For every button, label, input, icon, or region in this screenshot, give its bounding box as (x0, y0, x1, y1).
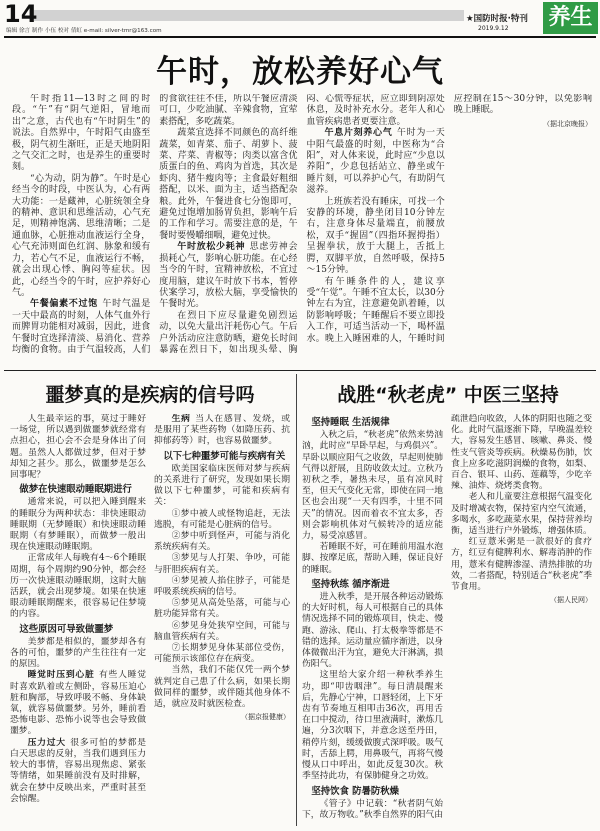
paragraph (159, 128, 297, 242)
paragraph (10, 497, 146, 553)
right-article-body (302, 414, 592, 824)
column-divider (296, 374, 297, 826)
paragraph-text: 通常来说，可以把入睡到醒来的睡眠分为两种状态：非快速眼动睡眠期（无梦睡眠）和快速眼动睡眠期（有梦睡眠），而做梦一般出现在快速眼动睡眠期。 (10, 497, 146, 553)
paragraph (10, 738, 146, 805)
paragraph (302, 430, 443, 542)
paragraph (12, 174, 150, 299)
source-credit: （据人民网） (550, 596, 592, 605)
paragraph-text: 上班族若没有睡床，可找一个安静的环境，静坐闭目10分钟左右，注意身体尽量端直，前腰放松，双手“握固”（四指环握拇指）呈握拳状，放于大腿上，舌抵上腭，双脚平放，自然呼吸，保持5～15分钟。 (306, 196, 445, 276)
source-credit: （据北京晚报） (543, 119, 592, 128)
paragraph-text: ②梦中听到怪声，可能与消化系统疾病有关。 (154, 531, 290, 553)
paragraph-text: 思虑劳神会损耗心气，影响心脏功能。在心经当令的午时，宜精神放松，不宜过度用脑，建议午时放下书本，暂停伏案学习，放松大脑，享受愉快的午餐时光。 (159, 242, 298, 310)
page-number: 14 (4, 0, 38, 28)
paragraph (154, 464, 290, 509)
issue-date: 2019.9.12 (478, 25, 509, 32)
paragraph-text: 当人在感冒、发烧，或是服用了某些药物（如降压药、抗抑郁药等）时，也容易做噩梦。 (154, 414, 290, 447)
paragraph (154, 643, 290, 665)
right-article-headline: 战胜“秋老虎” 中医三坚持 (337, 384, 559, 406)
header-rule (4, 36, 596, 38)
paragraph (154, 576, 290, 598)
paragraph-text: 在烈日下应尽量避免剧烈运动，以免大量出汗耗伤心气。午后户外活动应注意防晒，避免长时间暴露在烈日下，如出现头晕、胸闷、心慌等症状，应立即到阴凉处休息，及时补充水分。老年人和心血管疾病患者更要注意。 (159, 94, 445, 355)
left-article-body (10, 414, 290, 824)
paragraph-lead: 睡觉时压到心脏 (27, 670, 95, 681)
subhead: 做梦在快速眼动睡眠期进行 (19, 484, 132, 496)
paragraph-text: ⑦长期梦见身体某部位受伤，可能预示该部位存在病变。 (154, 643, 290, 665)
paragraph-text: ⑥梦见身处狭窄空间，可能与脑血管疾病有关。 (154, 620, 290, 642)
paragraph-lead: 午息片刻养心气 (324, 128, 393, 139)
paragraph-text: 很多可怕的梦都是白天思虑的反射，当我们遇到压力较大的事情，容易出现焦虑、紧张等情绪，如果睡前没有及时排解，就会在梦中反映出来，严重时甚至会惊醒。 (10, 737, 146, 804)
subhead: 坚持秋练 循序渐进 (311, 578, 390, 590)
paragraph-text: 正常成年人每晚有4～6个睡眠周期，每个周期约90分钟，都会经历一次快速眼动睡眠期，这时大脑活跃，就会出现梦境。如果在快速眼动睡眠期醒来，很容易记住梦境的内容。 (10, 553, 146, 620)
paragraph-lead: 生病 (171, 414, 191, 424)
paragraph (302, 542, 443, 576)
paragraph (302, 670, 443, 782)
left-article-headline: 噩梦真的是疾病的信号吗 (45, 384, 255, 406)
paragraph (10, 637, 146, 671)
editor-credits: 编辑 徐言 制作 小伍 校对 倩虹 e-mail: silver-tmr@163.com (6, 28, 162, 34)
paragraph (10, 414, 146, 481)
paragraph (451, 492, 592, 537)
paragraph-text: 进入秋季，是开展各种运动锻炼的大好时机，每人可根据自己的具体情况选择不同的锻炼项目，快走、慢跑、游泳、爬山、打太极拳等都是不错的选择。运动量应循序渐进，以身体微微出汗为宜，避免大汗淋漓，损伤阳气。 (302, 592, 443, 670)
paragraph (159, 242, 297, 310)
paragraph (154, 665, 290, 710)
paragraph-text: ⑤梦见从高处坠落，可能与心脏功能异常有关。 (154, 598, 290, 620)
paragraph-text: 这里给大家介绍一种秋季养生功，即“叩齿咽津”。每日清晨醒来后，先静心宁神，口唇轻闭，上下牙齿有节奏地互相叩击36次，再用舌在口中搅动，待口里液满时，漱炼几遍，分3次咽下，并意念送至丹田，稍停片刻，缓缓做腹式深呼吸。吸气时，舌舔上腭，用鼻吸气，再将气慢慢从口中呼出，如此反复30次。秋季坚持此功，有保肺健身之功效。 (302, 670, 443, 782)
paragraph (154, 414, 290, 448)
header-band (34, 10, 464, 21)
newspaper-name: ★国防时报·特刊 (466, 14, 528, 24)
paragraph-text: 《管子》中记载：“秋者阴气始下，故万物收。”秋季自然界的阳气由疏泄趋向收敛，人体的阴阳也随之变化。此时气温逐渐下降，早晚温差较大，容易发生感冒、咳嗽、鼻炎、慢性支气管炎等疾病。秋燥易伤肺，饮食上应多吃滋阴润燥的食物，如梨、百合、银耳、山药、莲藕等，少吃辛辣、油炸、烧烤类食物。 (302, 414, 592, 820)
paragraph-text: 人生最幸运的事，莫过于睡好一场觉，所以遇到做噩梦就经常有点担心，担心会不会是身体出了问题。虽然人人都做过梦，但对于梦却知之甚少。那么，做噩梦是怎么回事呢？ (10, 414, 146, 481)
paragraph (10, 553, 146, 620)
paragraph-text: 有些人睡觉时喜欢趴着或左侧卧，容易压迫心脏和胸部，导致呼吸不畅、身体缺氧，就容易做噩梦。另外，睡前看恐怖电影、恐怖小说等也会导致做噩梦。 (10, 670, 146, 737)
paragraph-text: 老人和儿童要注意根据气温变化及时增减衣物，保持室内空气流通，多喝水，多吃蔬菜水果，保持营养均衡，适当进行户外锻炼，增强体质。 (451, 492, 592, 537)
paragraph (154, 553, 290, 575)
paragraph-text: ③梦见与人打架、争吵，可能与肝胆疾病有关。 (154, 553, 290, 575)
paragraph (307, 128, 445, 196)
paragraph-text: “心为动，阴为静”。午时是心经当令的时段，中医认为，心有两大功能：一是藏神，心脏统领全身的精神、意识和思维活动，心气充足，则精神饱满、思维清晰；二是通血脉，心脏推动血液运行全身，心气充沛则面色红润、脉象和缓有力，若心气不足，血液运行不畅，就会出现心悸、胸闷等症状。因此，心经当令的午时，应护养好心气。 (12, 173, 151, 298)
paragraph-lead: 压力过大 (27, 737, 66, 748)
paragraph-text: 午时气温是一天中最高的时刻，人体气血外行而脾胃功能相对减弱，因此，进食午餐时宜选择清淡、易消化、营养均衡的食物。由于气温较高，人们的食欲往往不佳，所以午餐应清淡可口，少吃油腻、辛辣食物，宜荤素搭配，多吃蔬菜。 (12, 94, 298, 355)
paragraph-text: 红豆薏米粥是一款很好的食疗方，红豆有健脾利水、解毒消肿的作用，薏米有健脾渗湿、清热排脓的功效，二者搭配，特别适合“秋老虎”季节食用。 (451, 537, 592, 593)
paragraph (302, 592, 443, 670)
paragraph-text: 午时为一天中阳气最盛的时刻，中医称为“合阳”，对人体来说，此时应“少息以养阳”，少息包括站立、静坐或午睡片刻，可以养护心气，有助阴气滋养。 (306, 128, 445, 196)
paragraph (10, 670, 146, 737)
lead-article-body (12, 94, 592, 366)
subhead: 坚持睡眠 生活规律 (311, 417, 390, 428)
paragraph-text: ④梦见被人掐住脖子，可能是呼吸系统疾病的信号。 (154, 575, 290, 598)
paragraph (154, 531, 290, 553)
paragraph-lead: 午餐偏素不过饱 (30, 299, 98, 310)
paragraph-text: ①梦中被人或怪物追赶，无法逃脱，有可能是心脏病的信号。 (154, 508, 290, 530)
paragraph (154, 509, 290, 531)
paragraph-text: 若睡眠不好，可在睡前用温水泡脚、按摩足底，帮助入睡，保证良好的睡眠。 (302, 542, 443, 575)
paragraph-text: 当然，我们不能仅凭一两个梦就判定自己患了什么病，如果长期做同样的噩梦，或伴随其他身体不适，就应及时就医检查。 (154, 665, 290, 710)
paragraph (154, 598, 290, 620)
paragraph-text: 午时指11—13时之间的时段。“午”有“阴气逆阳，冒地而出”之意，古代也有“午时阴生”的说法。自然界中，午时阳气由盛至极，阴气初生渐旺，正是天地阴阳之气交汇之时，也是养生的重要时刻。 (12, 94, 151, 173)
paragraph-lead: 午时放松少耗神 (177, 242, 246, 253)
paragraph (451, 537, 592, 593)
subhead: 这些原因可导致做噩梦 (19, 623, 114, 635)
section-label: 养生 (543, 2, 598, 34)
section-divider (4, 370, 596, 371)
paragraph-text: 蔬菜宜选择不同颜色的高纤维蔬菜，如青菜、茄子、胡萝卜、菠菜、芹菜、青椒等；肉类以富含优质蛋白的鱼、鸡肉为首选，其次是虾肉、猪牛瘦肉等；主食最好粗细搭配，以米、面为主，适当搭配杂粮。此外，午餐进食七分饱即可，避免过饱增加肠胃负担，影响午后的工作和学习。需要注意的是，午餐时要慢嚼细咽，避免过快。 (159, 128, 298, 241)
paragraph-text: 美梦都是相似的，噩梦却各有各的可怕，噩梦的产生往往有一定的原因。 (10, 636, 146, 670)
subhead: 以下七种噩梦可能与疾病有关 (163, 450, 286, 462)
lead-article-headline: 午时，放松养好心气 (156, 54, 444, 90)
subhead: 坚持饮食 防暑防秋燥 (311, 785, 400, 797)
source-credit: （据京报健康） (241, 713, 290, 722)
paragraph-text: 欧美国家临床医师对梦与疾病的关系进行了研究，发现如果长期做以下七种噩梦，可能和疾病有关： (154, 463, 290, 508)
paragraph (154, 621, 290, 643)
paragraph (307, 197, 445, 277)
paragraph-text: 有午睡条件的人，建议享受“午觉”。午睡不宜太长，以30分钟左右为宜，注意避免趴着睡，以防影响呼吸；午睡醒后不要立即投入工作，可适当活动一下，喝杯温水。晚上入睡困难的人，午睡时间应控制在15～30分钟，以免影响晚上睡眠。 (306, 94, 592, 344)
paragraph (12, 94, 150, 174)
paragraph-text: 入秋之后，“秋老虎”依然来势汹汹，此时应“早卧早起，与鸡俱兴”。早卧以顺应阳气之收敛，早起则使肺气得以舒展，且防收敛太过。立秋乃初秋之季，暑热未尽，虽有凉风时至，但天气变化无常，即使在同一地区也会出现“一天有四季，十里不同天”的情况。因而着衣不宜太多，否则会影响机体对气候转冷的适应能力，易受凉感冒。 (302, 430, 443, 542)
